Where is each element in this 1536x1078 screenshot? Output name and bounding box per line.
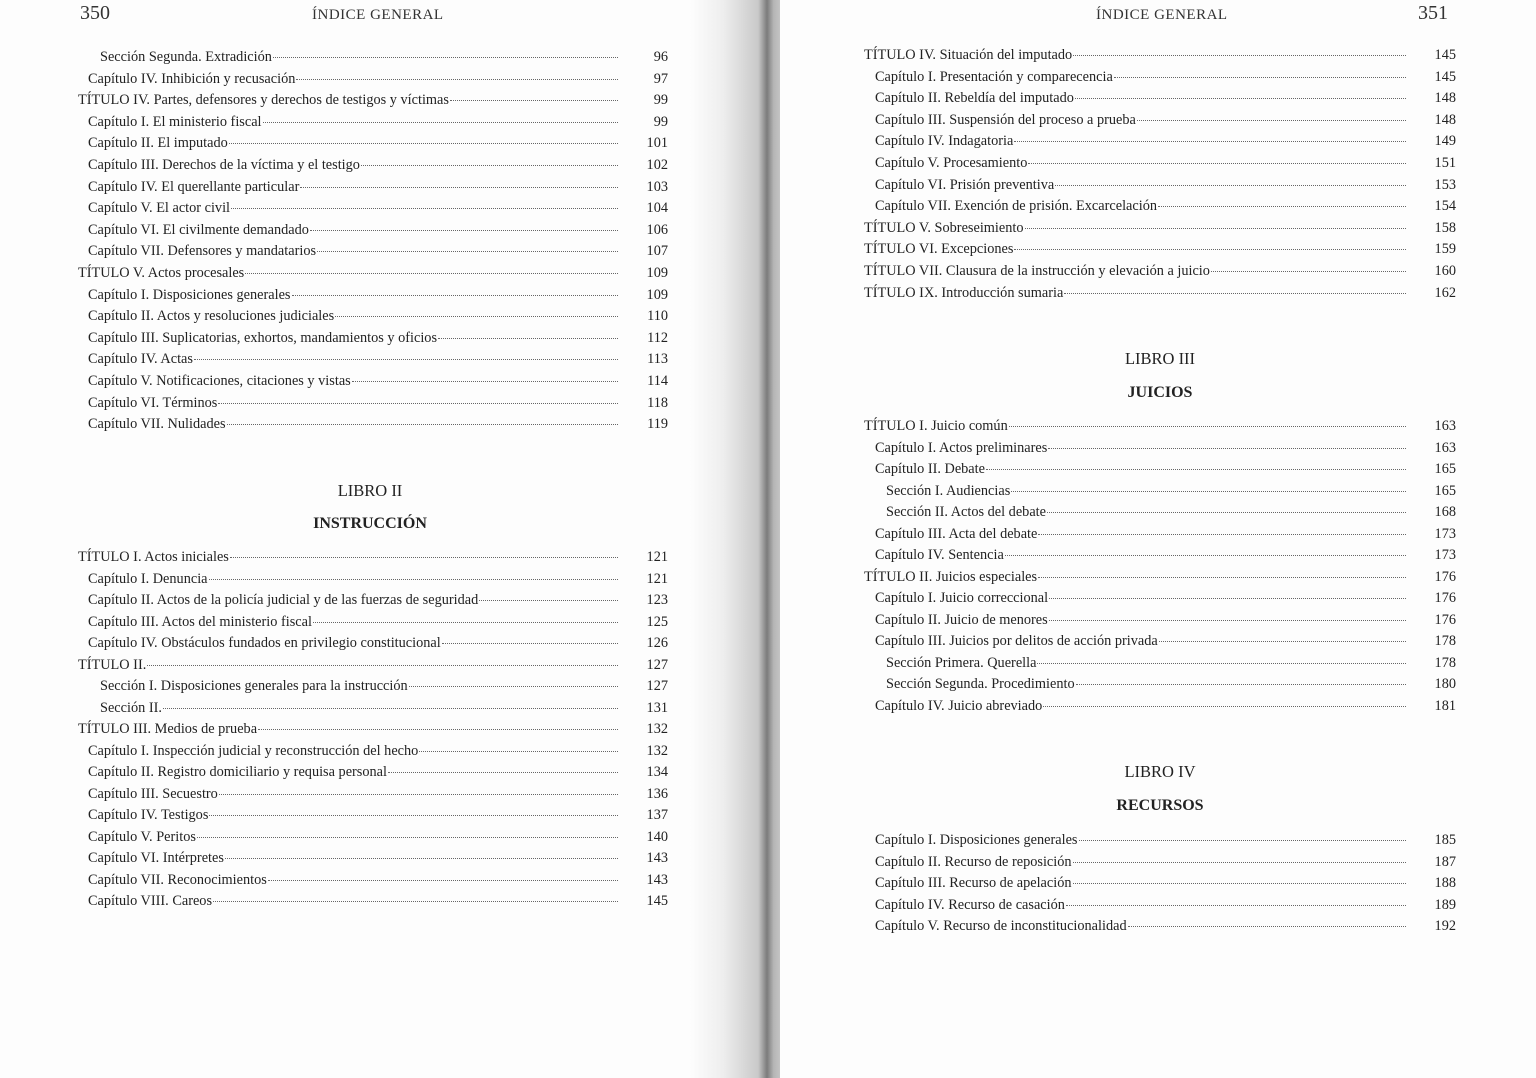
toc-entry (864, 832, 1456, 852)
toc-entry-title: Capítulo III. Suspensión del proceso a prueba (875, 111, 1136, 128)
toc-entry-page-number: 125 (646, 613, 668, 630)
part-title: LIBRO IV (1124, 762, 1196, 781)
toc-entry-title: Capítulo IV. Recurso de casación (875, 896, 1065, 913)
dot-leader (438, 338, 618, 339)
dot-leader (1047, 512, 1406, 513)
toc-entry (78, 614, 668, 634)
toc-entry-page-number: 151 (1434, 155, 1456, 171)
running-head: ÍNDICE GENERAL (1096, 7, 1228, 23)
toc-entry-page-number: 159 (1434, 241, 1456, 258)
toc-entry-page-number: 121 (646, 570, 668, 587)
dot-leader (1073, 862, 1406, 863)
toc-entry (78, 416, 668, 436)
toc-entry-title: Capítulo III. Recurso de apelación (875, 875, 1072, 892)
page-number: 350 (80, 2, 110, 24)
toc-entry (864, 241, 1456, 261)
dot-leader (1049, 620, 1406, 621)
toc-entry (864, 483, 1456, 503)
toc-entry-page-number: 180 (1434, 676, 1456, 692)
toc-entry (864, 263, 1456, 283)
toc-entry (864, 47, 1456, 67)
toc-entry-title: Capítulo III. Secuestro (88, 785, 218, 802)
toc-entry (864, 461, 1456, 481)
toc-entry-page-number: 185 (1434, 832, 1456, 848)
toc-entry-page-number: 173 (1434, 547, 1456, 563)
toc-entry (864, 177, 1456, 197)
dot-leader (1014, 141, 1406, 142)
toc-entry (864, 655, 1456, 675)
dot-leader (1137, 120, 1406, 121)
toc-entry (78, 829, 668, 849)
toc-entry-page-number: 160 (1434, 263, 1456, 279)
toc-entry-title: TÍTULO IV. Partes, defensores y derechos de testigos y víctimas (78, 92, 449, 109)
dot-leader (1011, 491, 1406, 492)
toc-entry-title: Sección I. Disposiciones generales para la instrucción (100, 678, 408, 694)
toc-entry (78, 807, 668, 827)
toc-list (864, 47, 1456, 307)
toc-entry (78, 592, 668, 612)
toc-entry-title: Capítulo II. Actos y resoluciones judiciales (88, 308, 335, 325)
part-subtitle: JUICIOS (1127, 384, 1193, 401)
toc-entry-page-number: 176 (1434, 611, 1456, 628)
toc-entry (864, 590, 1456, 610)
toc-entry-page-number: 145 (646, 893, 668, 909)
part-title: LIBRO III (1124, 349, 1196, 368)
toc-entry-page-number: 163 (1434, 439, 1456, 456)
toc-entry-title: Capítulo III. Juicios por delitos de acción privada (875, 633, 1158, 649)
toc-entry (864, 155, 1456, 175)
toc-entry-title: Capítulo VI. Términos (88, 394, 218, 411)
dot-leader (1158, 206, 1406, 207)
toc-entry-title: TÍTULO V. Sobreseimiento (864, 219, 1024, 236)
toc-entry (78, 764, 668, 784)
toc-entry (864, 418, 1456, 438)
toc-entry-page-number: 109 (646, 265, 668, 281)
toc-entry-title: Sección Primera. Querella (886, 654, 1037, 671)
dot-leader (292, 295, 619, 296)
toc-entry-page-number: 109 (646, 286, 668, 303)
toc-entry-title: Sección Segunda. Extradición (100, 49, 272, 65)
toc-entry-title: TÍTULO II. Juicios especiales (864, 568, 1038, 585)
dot-leader (361, 165, 618, 166)
dot-leader (1014, 249, 1406, 250)
toc-list (864, 832, 1456, 947)
toc-entry (78, 893, 668, 913)
toc-entry-title: Capítulo IV. Inhibición y recusación (88, 70, 296, 87)
toc-entry-title: Capítulo IV. El querellante particular (88, 178, 300, 195)
toc-entry-page-number: 168 (1434, 504, 1456, 520)
toc-entry-title: Capítulo VIII. Careos (88, 893, 213, 909)
dot-leader (1028, 163, 1406, 164)
left-page (0, 0, 740, 1078)
toc-entry-title: Capítulo II. Recurso de reposición (875, 853, 1072, 870)
dot-leader (450, 100, 618, 101)
toc-entry-page-number: 104 (646, 200, 668, 217)
toc-entry-page-number: 163 (1434, 418, 1456, 434)
dot-leader (1009, 426, 1406, 427)
toc-entry (78, 700, 668, 720)
toc-entry (864, 69, 1456, 89)
toc-entry (78, 351, 668, 371)
toc-list (78, 49, 668, 439)
toc-entry-page-number: 106 (646, 221, 668, 238)
toc-entry-page-number: 118 (647, 394, 668, 411)
toc-entry-title: Capítulo III. Actos del ministerio fiscal (88, 613, 312, 630)
toc-entry-page-number: 145 (1434, 47, 1456, 63)
dot-leader (209, 815, 618, 816)
dot-leader (1064, 293, 1406, 294)
toc-entry-page-number: 149 (1434, 133, 1456, 150)
toc-entry-title: Capítulo VII. Defensores y mandatarios (88, 243, 317, 260)
dot-leader (300, 187, 618, 188)
toc-entry (78, 330, 668, 350)
dot-leader (1114, 77, 1406, 78)
toc-entry-page-number: 181 (1434, 697, 1456, 714)
toc-entry (864, 698, 1456, 718)
dot-leader (388, 772, 618, 773)
toc-entry (78, 786, 668, 806)
toc-entry-page-number: 158 (1434, 219, 1456, 236)
toc-entry-title: Capítulo VII. Reconocimientos (88, 871, 267, 888)
toc-entry-title: TÍTULO VII. Clausura de la instrucción y elevación a juicio (864, 263, 1210, 279)
toc-entry (864, 285, 1456, 305)
toc-entry (864, 133, 1456, 153)
toc-entry-title: Capítulo V. Recurso de inconstitucionalidad (875, 918, 1127, 935)
toc-entry (864, 220, 1456, 240)
dot-leader (1037, 663, 1406, 664)
toc-entry-page-number: 132 (646, 742, 668, 759)
dot-leader (1055, 185, 1406, 186)
toc-entry-title: Capítulo VI. El civilmente demandado (88, 221, 309, 238)
toc-entry (78, 92, 668, 112)
toc-entry (864, 854, 1456, 874)
toc-entry (864, 612, 1456, 632)
dot-leader (1073, 55, 1406, 56)
toc-entry-title: Sección II. (100, 699, 162, 716)
toc-entry (864, 569, 1456, 589)
toc-entry-title: Capítulo II. Debate (875, 461, 985, 477)
toc-entry-title: TÍTULO I. Juicio común (864, 418, 1008, 434)
toc-entry-title: Capítulo VI. Intérpretes (88, 850, 224, 866)
dot-leader (245, 273, 618, 274)
toc-entry (864, 526, 1456, 546)
toc-entry-page-number: 148 (1434, 90, 1456, 107)
toc-entry (864, 504, 1456, 524)
toc-entry (78, 395, 668, 415)
dot-leader (409, 686, 618, 687)
toc-entry-title: Capítulo I. Disposiciones generales (88, 286, 291, 303)
toc-entry-page-number: 126 (646, 635, 668, 651)
dot-leader (230, 557, 618, 558)
dot-leader (1066, 905, 1406, 906)
toc-entry-page-number: 137 (646, 807, 668, 823)
toc-entry-page-number: 176 (1434, 568, 1456, 585)
dot-leader (1128, 926, 1406, 927)
toc-entry-page-number: 99 (653, 113, 668, 130)
part-subtitle: RECURSOS (1116, 797, 1204, 814)
toc-entry-title: Capítulo I. Inspección judicial y reconstrucción del hecho (88, 742, 419, 759)
toc-entry (78, 850, 668, 870)
dot-leader (1025, 228, 1407, 229)
toc-entry (78, 743, 668, 763)
toc-entry (864, 440, 1456, 460)
dot-leader (225, 858, 618, 859)
running-head: ÍNDICE GENERAL (312, 7, 444, 23)
toc-entry-page-number: 143 (646, 850, 668, 866)
dot-leader (352, 381, 618, 382)
toc-entry-page-number: 187 (1434, 853, 1456, 870)
dot-leader (258, 729, 618, 730)
toc-entry-title: Capítulo I. Actos preliminares (875, 439, 1048, 456)
dot-leader (1079, 840, 1407, 841)
toc-entry (864, 90, 1456, 110)
toc-entry (78, 243, 668, 263)
toc-entry-title: Capítulo II. Juicio de menores (875, 611, 1048, 628)
toc-entry-page-number: 178 (1434, 633, 1456, 649)
toc-entry-page-number: 165 (1434, 461, 1456, 477)
toc-entry-title: Capítulo II. Rebeldía del imputado (875, 90, 1074, 107)
part-title: LIBRO II (337, 481, 403, 500)
dot-leader (479, 600, 618, 601)
dot-leader (313, 622, 618, 623)
toc-entry (864, 198, 1456, 218)
toc-entry-page-number: 107 (646, 243, 668, 260)
dot-leader (227, 424, 618, 425)
toc-entry-title: Capítulo II. El imputado (88, 135, 228, 152)
toc-entry (78, 657, 668, 677)
toc-entry-page-number: 178 (1434, 654, 1456, 671)
toc-entry (78, 678, 668, 698)
toc-entry (78, 872, 668, 892)
toc-entry-title: Capítulo VI. Prisión preventiva (875, 176, 1055, 193)
toc-entry-page-number: 176 (1434, 590, 1456, 606)
toc-entry-title: Sección Segunda. Procedimiento (886, 676, 1075, 692)
toc-entry-title: Capítulo V. Peritos (88, 828, 196, 845)
toc-entry (78, 114, 668, 134)
dot-leader (197, 837, 618, 838)
toc-entry-title: Sección II. Actos del debate (886, 504, 1046, 520)
toc-entry (78, 179, 668, 199)
toc-entry-title: Capítulo I. Juicio correccional (875, 590, 1049, 606)
dot-leader (1038, 534, 1406, 535)
toc-entry-title: Capítulo I. Disposiciones generales (875, 832, 1078, 848)
toc-entry (78, 571, 668, 591)
toc-entry (864, 918, 1456, 938)
toc-entry (864, 676, 1456, 696)
toc-entry-title: TÍTULO V. Actos procesales (78, 265, 245, 281)
toc-entry-page-number: 127 (646, 678, 668, 694)
toc-entry (864, 112, 1456, 132)
toc-entry (78, 71, 668, 91)
toc-entry-title: Capítulo V. Notificaciones, citaciones y vistas (88, 373, 351, 389)
toc-entry (864, 633, 1456, 653)
toc-entry-title: Capítulo I. El ministerio fiscal (88, 113, 262, 130)
toc-entry-title: Capítulo V. Procesamiento (875, 155, 1028, 171)
toc-entry-page-number: 145 (1434, 68, 1456, 85)
toc-entry (78, 157, 668, 177)
toc-entry-page-number: 123 (646, 592, 668, 608)
toc-entry (78, 549, 668, 569)
toc-entry-title: Capítulo VII. Nulidades (88, 416, 226, 433)
dot-leader (1049, 598, 1406, 599)
dot-leader (296, 79, 618, 80)
dot-leader (1005, 555, 1406, 556)
dot-leader (335, 316, 618, 317)
dot-leader (268, 880, 618, 881)
dot-leader (1048, 448, 1406, 449)
toc-entry-page-number: 96 (653, 49, 668, 65)
toc-entry-page-number: 189 (1434, 896, 1456, 913)
toc-entry-page-number: 148 (1434, 111, 1456, 128)
toc-entry-title: TÍTULO III. Medios de prueba (78, 721, 258, 737)
dot-leader (194, 359, 618, 360)
dot-leader (1043, 706, 1406, 707)
toc-entry-title: TÍTULO IX. Introducción sumaria (864, 284, 1064, 301)
toc-entry-page-number: 119 (647, 416, 668, 433)
toc-entry-title: Capítulo III. Suplicatorias, exhortos, mandamientos y oficios (88, 329, 438, 346)
toc-entry-page-number: 97 (653, 70, 668, 87)
dot-leader (147, 665, 618, 666)
toc-entry-page-number: 188 (1434, 875, 1456, 892)
toc-entry-title: Capítulo IV. Juicio abreviado (875, 697, 1043, 714)
toc-entry-title: Capítulo II. Registro domiciliario y requisa personal (88, 764, 387, 780)
toc-entry-page-number: 99 (653, 92, 668, 109)
toc-entry-page-number: 101 (646, 135, 668, 152)
toc-entry-page-number: 162 (1434, 284, 1456, 301)
part-subtitle: INSTRUCCIÓN (313, 515, 427, 532)
dot-leader (213, 901, 618, 902)
dot-leader (231, 208, 618, 209)
toc-entry (864, 875, 1456, 895)
toc-entry-title: Capítulo IV. Sentencia (875, 547, 1004, 563)
toc-entry-page-number: 121 (646, 549, 668, 565)
toc-entry-page-number: 192 (1434, 918, 1456, 935)
toc-entry-page-number: 132 (646, 721, 668, 737)
toc-entry-title: TÍTULO IV. Situación del imputado (864, 47, 1073, 63)
toc-entry-title: Capítulo I. Presentación y comparecencia (875, 68, 1113, 85)
toc-entry-title: TÍTULO II. (78, 656, 147, 673)
toc-entry-title: TÍTULO VI. Excepciones (864, 241, 1014, 258)
toc-entry (78, 721, 668, 741)
toc-entry (78, 135, 668, 155)
toc-entry-title: Sección I. Audiencias (886, 482, 1011, 499)
toc-entry-page-number: 173 (1434, 525, 1456, 542)
toc-entry-title: Capítulo IV. Testigos (88, 807, 209, 823)
page-number: 351 (1418, 2, 1448, 24)
toc-entry-title: Capítulo III. Acta del debate (875, 525, 1038, 542)
dot-leader (163, 708, 618, 709)
toc-entry (78, 308, 668, 328)
toc-entry-page-number: 165 (1434, 482, 1456, 499)
toc-entry-title: TÍTULO I. Actos iniciales (78, 549, 229, 565)
toc-list (78, 549, 668, 919)
toc-entry (78, 287, 668, 307)
toc-entry-title: Capítulo IV. Obstáculos fundados en privilegio constitucional (88, 635, 441, 651)
toc-entry-title: Capítulo II. Actos de la policía judicial y de las fuerzas de seguridad (88, 592, 479, 608)
dot-leader (1073, 883, 1406, 884)
dot-leader (263, 122, 618, 123)
toc-entry (78, 222, 668, 242)
toc-entry-title: Capítulo V. El actor civil (88, 200, 231, 217)
toc-entry-title: Capítulo III. Derechos de la víctima y el testigo (88, 157, 360, 173)
toc-entry (78, 373, 668, 393)
toc-entry-title: Capítulo VII. Exención de prisión. Excarcelación (875, 198, 1158, 215)
dot-leader (1076, 684, 1406, 685)
toc-entry (864, 547, 1456, 567)
dot-leader (1038, 577, 1406, 578)
dot-leader (1211, 271, 1406, 272)
dot-leader (986, 469, 1406, 470)
dot-leader (219, 794, 618, 795)
toc-entry-page-number: 113 (647, 351, 668, 368)
toc-entry-page-number: 140 (646, 828, 668, 845)
toc-entry-page-number: 103 (646, 178, 668, 195)
toc-entry-page-number: 143 (646, 871, 668, 888)
toc-entry-page-number: 102 (646, 157, 668, 173)
dot-leader (273, 57, 618, 58)
dot-leader (209, 579, 618, 580)
toc-entry-page-number: 134 (646, 764, 668, 780)
toc-list (864, 418, 1456, 728)
toc-entry-page-number: 154 (1434, 198, 1456, 215)
toc-entry (78, 635, 668, 655)
dot-leader (442, 643, 618, 644)
toc-entry-page-number: 110 (647, 308, 668, 325)
toc-entry-page-number: 153 (1434, 176, 1456, 193)
toc-entry-page-number: 131 (646, 699, 668, 716)
toc-entry-title: Capítulo IV. Actas (88, 351, 193, 368)
dot-leader (1075, 98, 1406, 99)
toc-entry-page-number: 127 (646, 656, 668, 673)
toc-entry (78, 200, 668, 220)
toc-entry (78, 49, 668, 69)
toc-entry-title: Capítulo IV. Indagatoria (875, 133, 1014, 150)
dot-leader (1159, 641, 1406, 642)
toc-entry-title: Capítulo I. Denuncia (88, 570, 208, 587)
dot-leader (310, 230, 618, 231)
toc-entry-page-number: 136 (646, 785, 668, 802)
toc-entry-page-number: 112 (647, 329, 668, 346)
toc-entry-page-number: 114 (647, 373, 668, 389)
dot-leader (419, 751, 618, 752)
toc-entry (78, 265, 668, 285)
dot-leader (229, 143, 618, 144)
dot-leader (317, 251, 618, 252)
toc-entry (864, 897, 1456, 917)
dot-leader (218, 403, 618, 404)
right-page (780, 0, 1536, 1078)
